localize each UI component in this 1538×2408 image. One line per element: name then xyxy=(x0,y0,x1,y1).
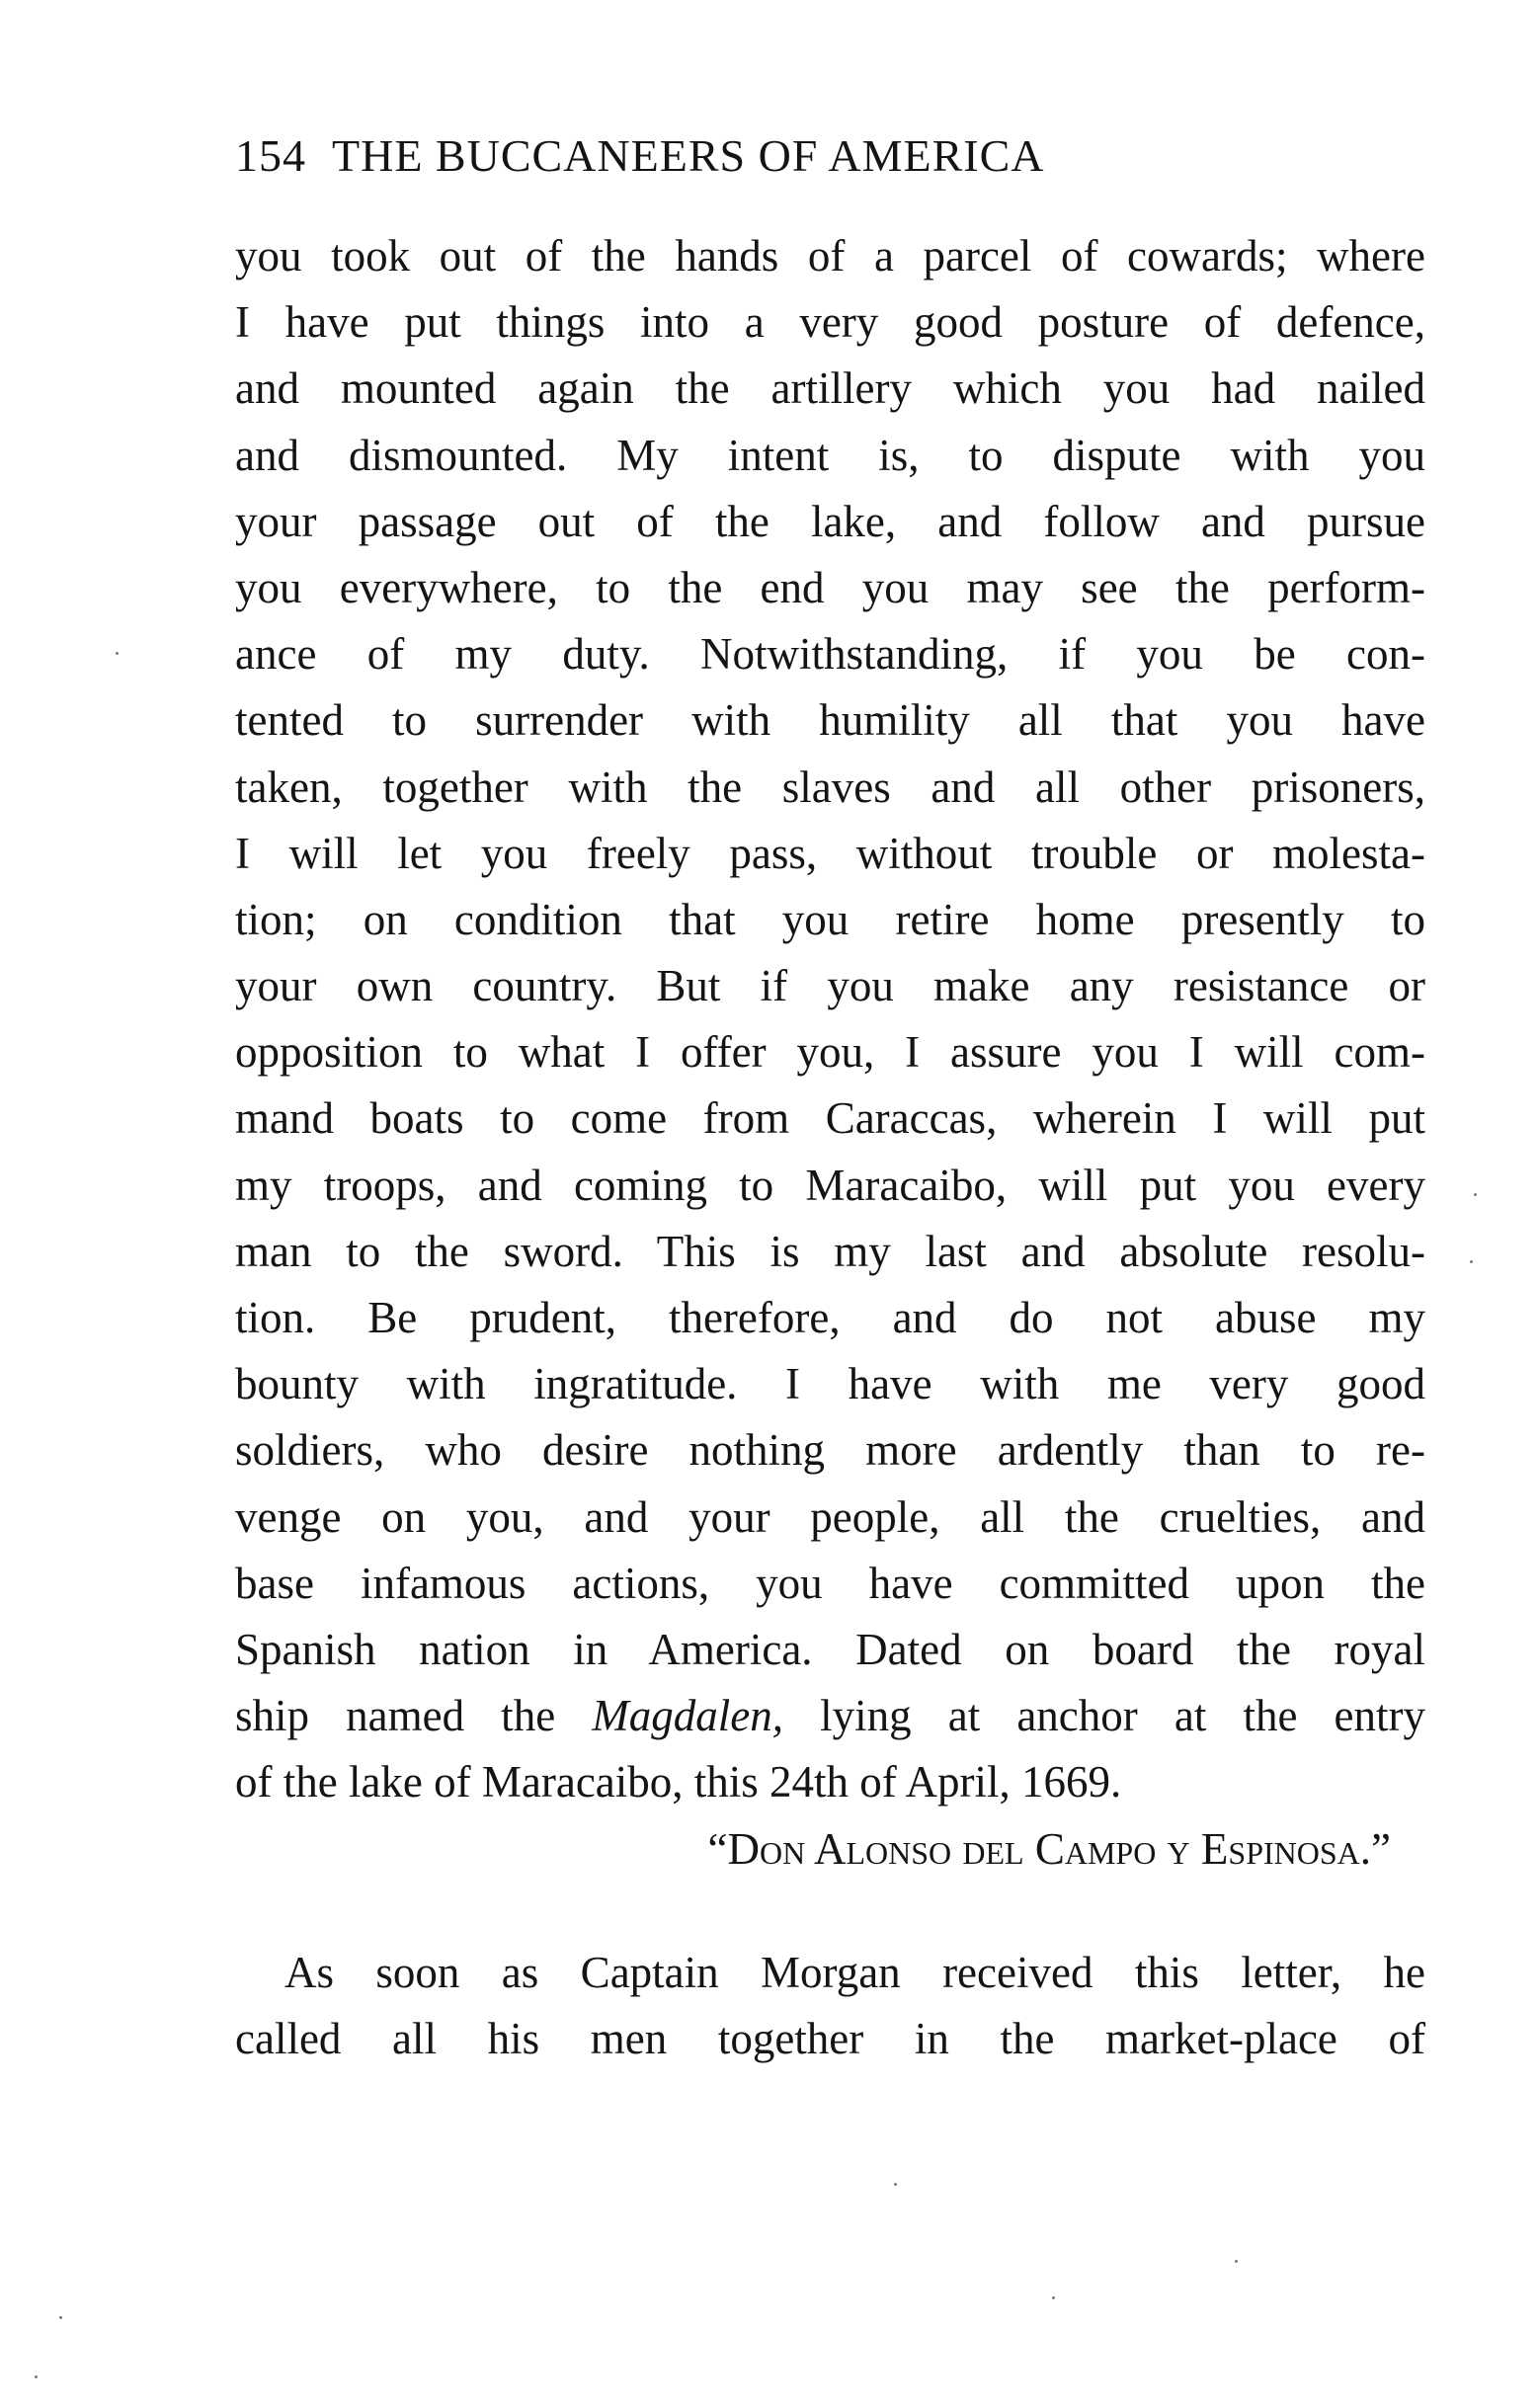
text-line: soldiers, who desire nothing more ardently than to re- xyxy=(235,1425,1425,1476)
body-text xyxy=(235,223,1425,2072)
text-line: taken, together with the slaves and all other prisoners, xyxy=(235,762,1425,812)
paper-speck xyxy=(35,2375,38,2378)
running-head xyxy=(235,126,1332,186)
ship-name-line xyxy=(235,1683,1425,1749)
text-line: and mounted again the artillery which you had nailed xyxy=(235,363,1425,414)
text-line: and dismounted. My intent is, to dispute with you xyxy=(235,430,1425,480)
ship-name: Magdalen, xyxy=(592,1691,783,1741)
date-line: of the lake of Maracaibo, this 24th of April, 1669. xyxy=(235,1757,1122,1807)
paper-speck xyxy=(1470,1260,1473,1263)
text-line: tion; on condition that you retire home presently to xyxy=(235,894,1425,944)
text-line: my troops, and coming to Maracaibo, will put you every xyxy=(235,1160,1425,1210)
text-line: your own country. But if you make any resistance or xyxy=(235,961,1425,1011)
text-line: I will let you freely pass, without trouble or molesta- xyxy=(235,828,1425,878)
ship-line-start: ship named the xyxy=(235,1691,593,1741)
narrative-paragraph xyxy=(235,1940,1425,2072)
running-head-title: THE BUCCANEERS OF AMERICA xyxy=(332,130,1045,181)
text-line: you took out of the hands of a parcel of cowards; where xyxy=(235,231,1425,281)
text-line: mand boats to come from Caraccas, wherein I will put xyxy=(235,1093,1425,1144)
ship-line-end: lying at anchor at the entry xyxy=(783,1691,1425,1741)
text-line: your passage out of the lake, and follow and pursue xyxy=(235,496,1425,546)
text-line: ance of my duty. Notwithstanding, if you be con- xyxy=(235,629,1425,680)
text-line: As soon as Captain Morgan received this letter, he xyxy=(284,1947,1425,1997)
text-line: I have put things into a very good posture of defence, xyxy=(235,297,1425,348)
text-line: venge on you, and your people, all the cruelties, and xyxy=(235,1491,1425,1542)
letter-text xyxy=(235,223,1425,1883)
paragraph-gap xyxy=(235,1883,1425,1940)
paper-speck xyxy=(894,2183,897,2186)
letter-signature: “Don Alonso del Campo y Espinosa.” xyxy=(707,1823,1391,1874)
page-number: 154 xyxy=(235,130,306,181)
text-line: tented to surrender with humility all that you have xyxy=(235,695,1425,746)
paper-speck xyxy=(116,652,119,655)
text-line: tion. Be prudent, therefore, and do not abuse my xyxy=(235,1293,1425,1342)
text-line: opposition to what I offer you, I assure you I will com- xyxy=(235,1027,1425,1078)
text-line: you everywhere, to the end you may see the perform- xyxy=(235,562,1425,612)
paper-speck xyxy=(1235,2260,1238,2263)
text-line: base infamous actions, you have committed upon the xyxy=(235,1558,1425,1608)
text-line: Spanish nation in America. Dated on board the royal xyxy=(235,1624,1425,1674)
text-line: man to the sword. This is my last and absolute resolu- xyxy=(235,1226,1425,1276)
paper-speck xyxy=(1052,2296,1055,2299)
text-line: bounty with ingratitude. I have with me very good xyxy=(235,1359,1425,1409)
paper-speck xyxy=(1474,1193,1477,1196)
paper-speck xyxy=(59,2316,62,2319)
text-line: called all his men together in the market-place of xyxy=(235,2013,1425,2063)
